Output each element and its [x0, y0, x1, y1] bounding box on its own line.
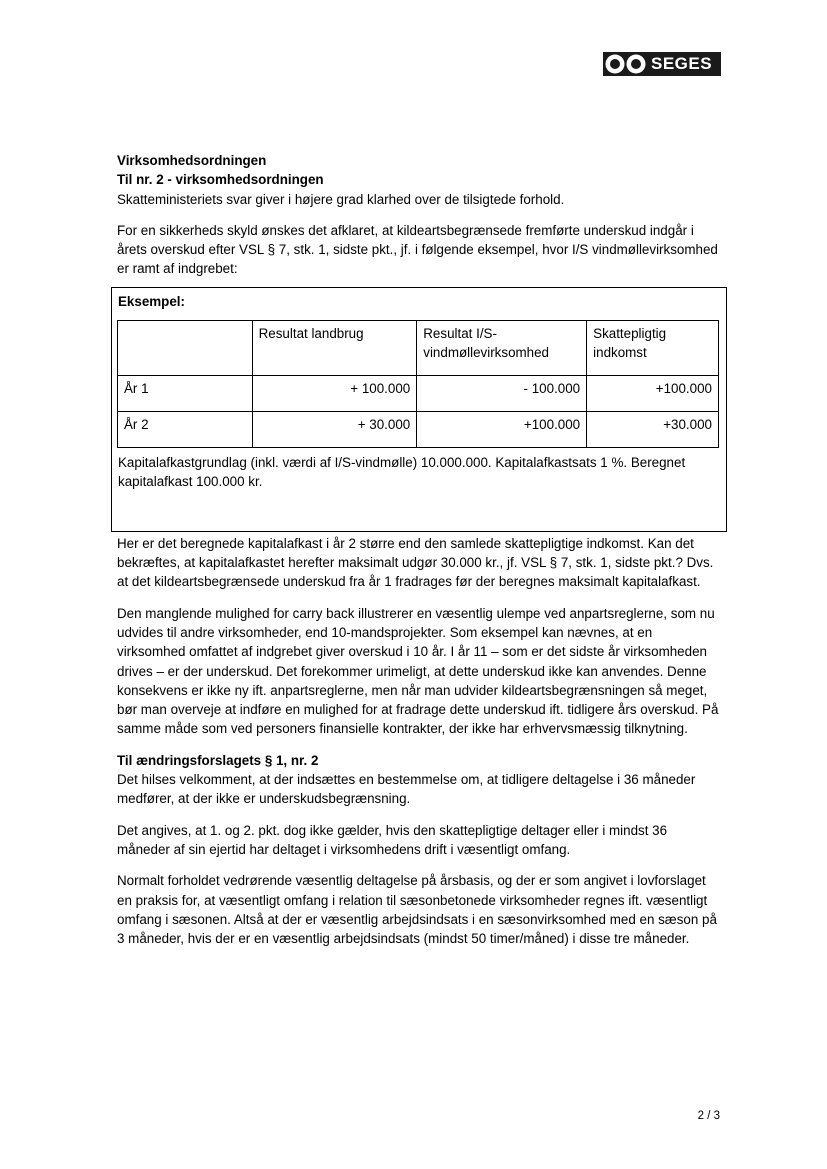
table-cell: +100.000 — [417, 412, 587, 448]
table-cell: År 2 — [118, 412, 253, 448]
section-title: Virksomhedsordningen — [117, 153, 267, 168]
seges-logo-mark-icon — [603, 52, 649, 76]
page-number: 2 / 3 — [697, 1110, 720, 1122]
table-cell: - 100.000 — [417, 376, 587, 412]
section-title: Til ændringsforslagets § 1, nr. 2 — [117, 752, 319, 768]
document-body — [117, 151, 721, 948]
table-header-row — [118, 321, 719, 376]
section-subtitle: Til nr. 2 - virksomhedsordningen — [117, 172, 324, 188]
table-header-cell — [118, 321, 253, 376]
logo-text: SEGES — [651, 54, 713, 73]
table-cell: + 100.000 — [252, 376, 417, 412]
table-cell: År 1 — [118, 376, 253, 412]
table-header-cell: Skattepligtig indkomst — [587, 321, 719, 376]
example-box — [111, 287, 727, 532]
table-row — [118, 376, 719, 412]
example-note: Kapitalafkastgrundlag (inkl. værdi af I/S-vindmølle) 10.000.000. Kapitalafkastsats 1 %. Beregnet kapitalafkast 100.000 kr. — [118, 455, 686, 490]
table-header-cell: Resultat I/S-vindmøllevirksomhed — [417, 321, 587, 376]
paragraph: Her er det beregnede kapitalafkast i år 2 større end den samlede skattepligtige indkomst. Kan det bekræftes, at kapitalafkastet herefter maksimalt udgør 30.000 kr., jf. VSL § 7, stk. 1, sidste pkt.? Dvs. at det kildeartsbegrænsede underskud fra år 1 fradrages før der beregnes maksimalt kapitalafkast. — [117, 535, 714, 590]
example-table — [117, 320, 719, 448]
paragraph: Normalt forholdet vedrørende væsentlig deltagelse på årsbasis, og der er som angivet i lovforslaget en praksis for, at væsentligt omfang i relation til sæsonbetonede virksomheder regnes ift. væsentligt omfang i sæsonen. Altså at der er væsentlig arbejdsindsats i en sæsonvirksomhed med en sæson på 3 måneder, hvis der er en væsentlig arbejdsindsats (mindst 50 timer/måned) i disse tre måneder. — [117, 873, 717, 947]
paragraph: Det angives, at 1. og 2. pkt. dog ikke gælder, hvis den skattepligtige deltager eller i mindst 36 måneder af sin ejertid har deltaget i virksomhedens drift i væsentligt omfang. — [117, 822, 668, 857]
example-title: Eksempel: — [118, 293, 185, 309]
paragraph: For en sikkerheds skyld ønskes det afklaret, at kildeartsbegrænsede fremførte underskud indgår i årets overskud efter VSL § 7, stk. 1, sidste pkt., jf. i følgende eksempel, hvor I/S vindmøllevirksomhed er ramt af indgrebet: — [117, 222, 718, 277]
paragraph: Den manglende mulighed for carry back illustrerer en væsentlig ulempe ved anpartsreglerne, som nu udvides til andre virksomheder, end 10-mandsprojekter. Som eksempel kan nævnes, at en virksomhed omfattet af indgrebet giver overskud i 10 år. I år 11 – som er det sidste år virksomheden drives – er der underskud. Det forekommer urimeligt, at dette underskud ikke kan anvendes. Denne konsekvens er ikke ny ift. anpartsreglerne, men når man udvider kildeartsbegrænsningen så meget, bør man overveje at indføre en mulighed for at fradrage dette underskud ift. tidligere års overskud. På samme måde som ved personers finansielle kontrakter, der ikke har erhvervsmæssig tilknytning. — [117, 605, 719, 737]
table-header-cell: Resultat landbrug — [252, 321, 417, 376]
table-cell: +30.000 — [587, 412, 719, 448]
table-row — [118, 412, 719, 448]
seges-logo — [603, 52, 721, 76]
table-cell: +100.000 — [587, 376, 719, 412]
paragraph: Skatteministeriets svar giver i højere grad klarhed over de tilsigtede forhold. — [117, 191, 565, 207]
paragraph: Det hilses velkomment, at der indsættes en bestemmelse om, at tidligere deltagelse i 36 måneder medfører, at der ikke er underskudsbegrænsning. — [117, 772, 696, 807]
table-cell: + 30.000 — [252, 412, 417, 448]
